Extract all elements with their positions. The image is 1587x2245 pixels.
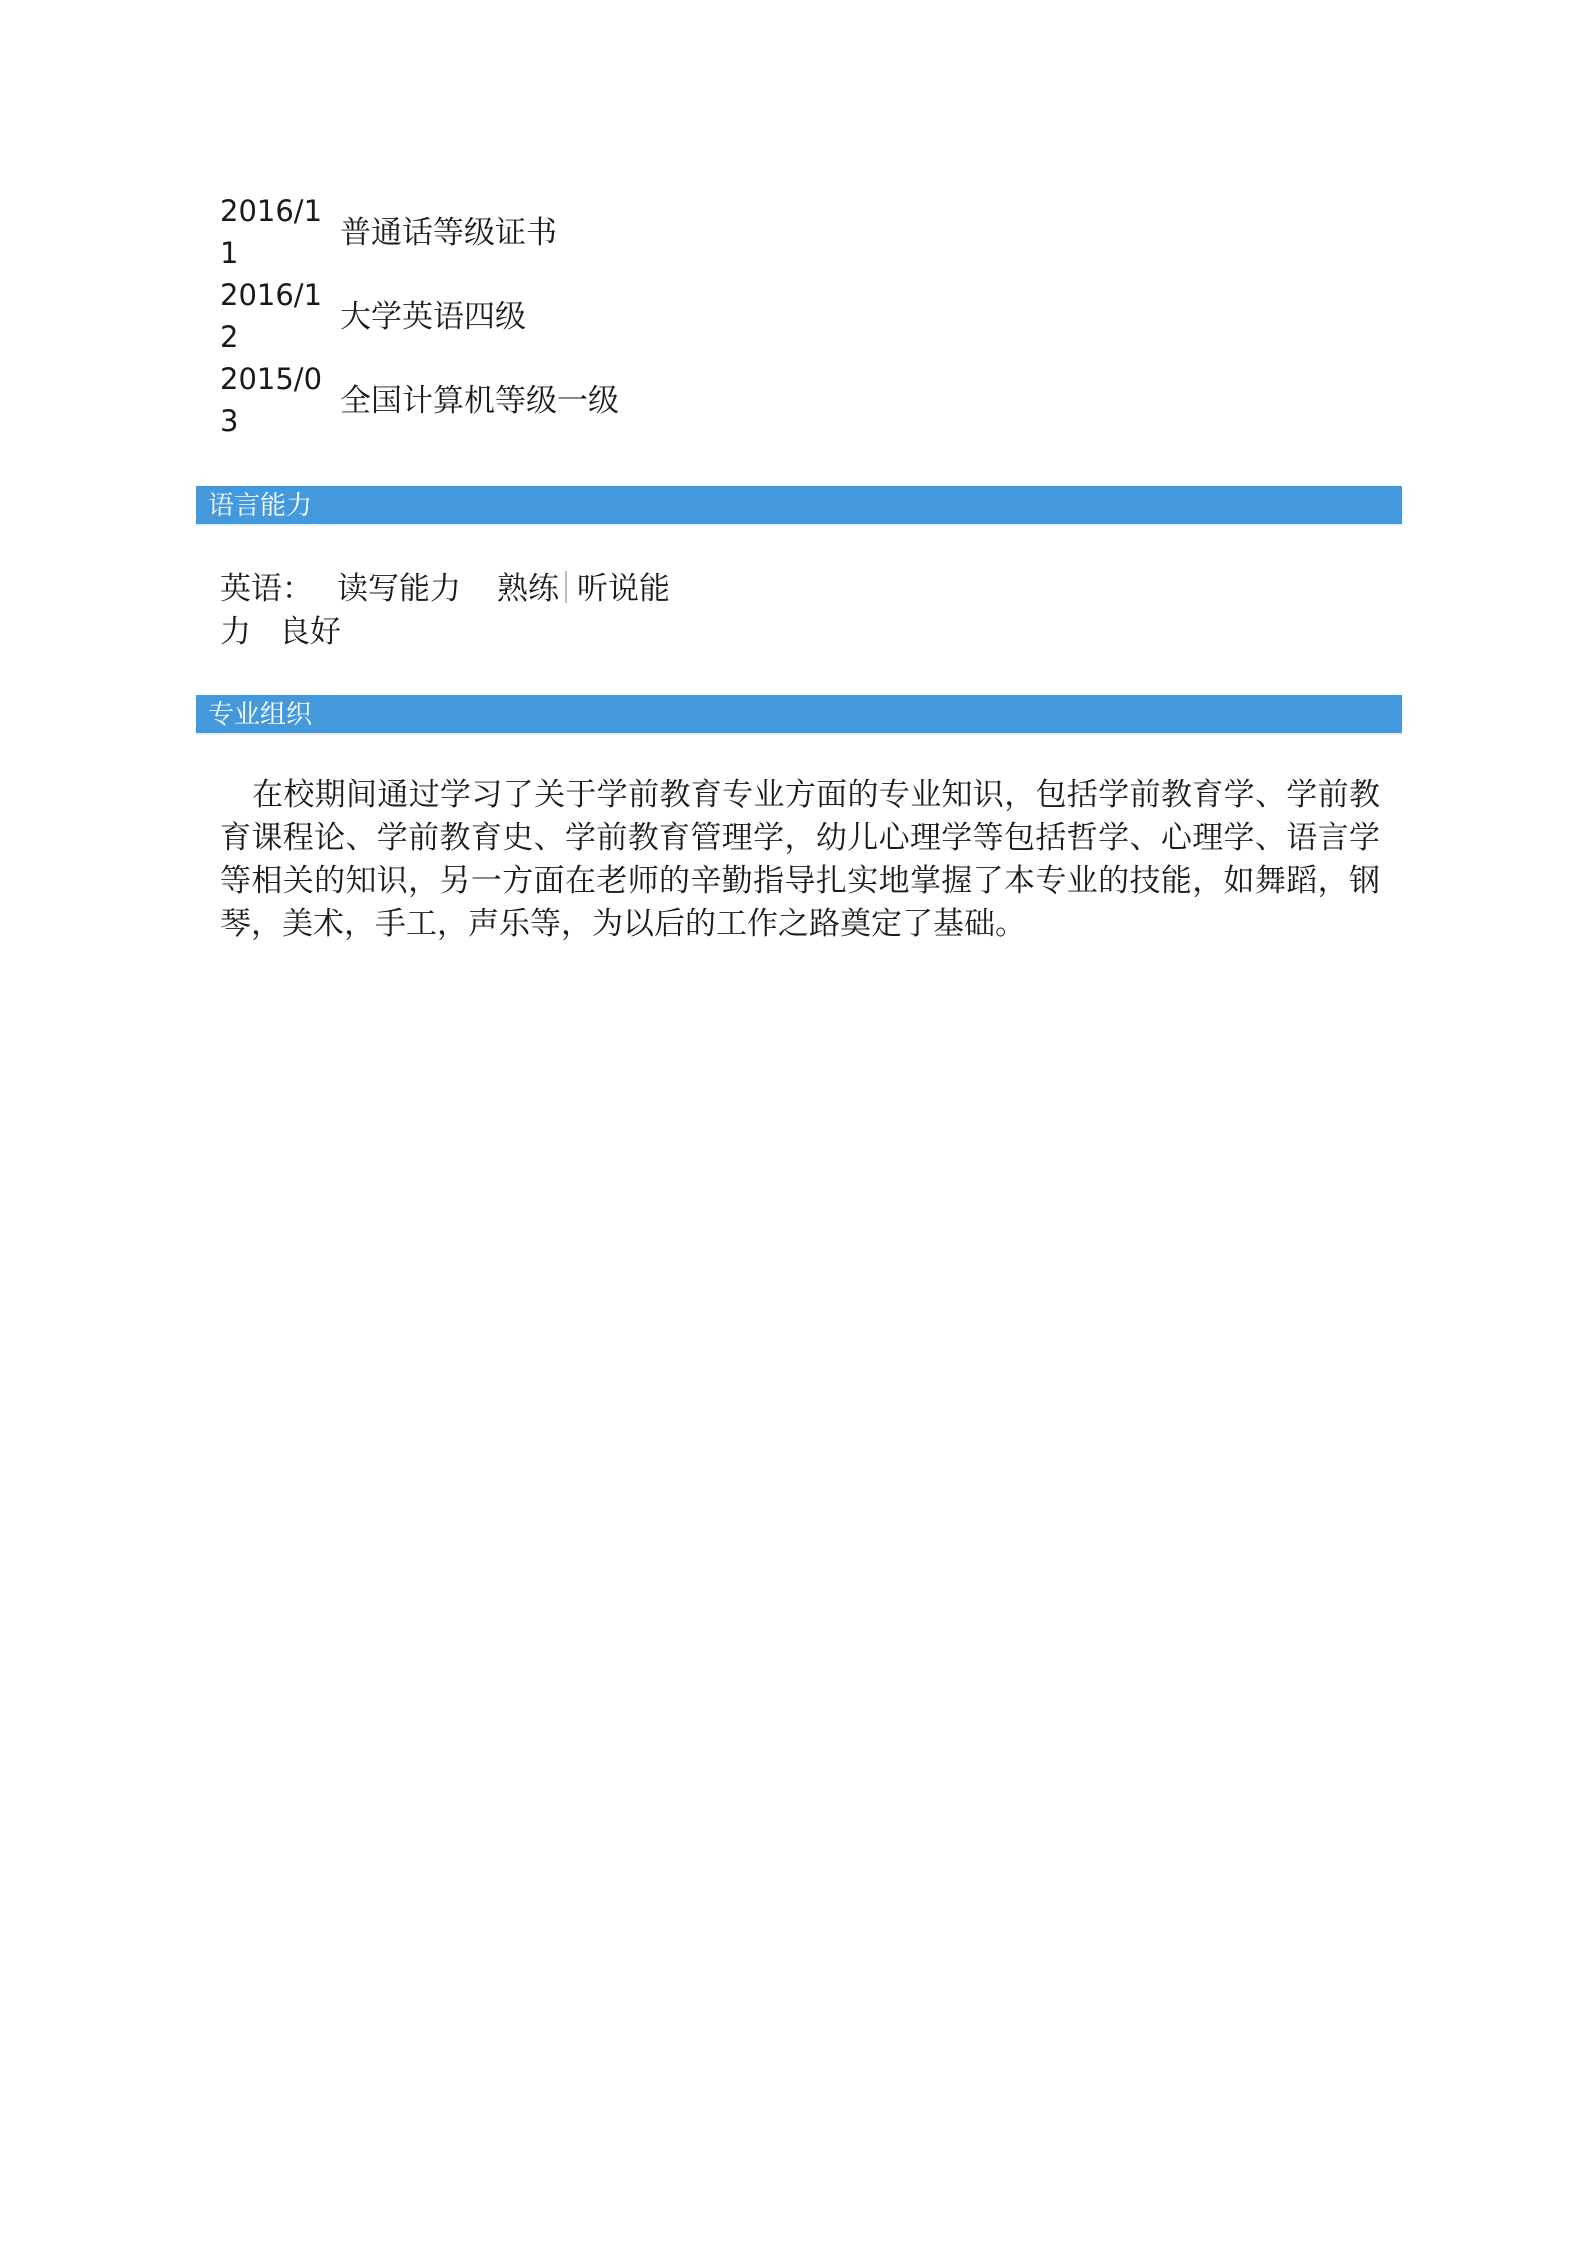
reading-writing-level: 熟练 (497, 571, 559, 607)
language-label: 英语： (220, 571, 313, 607)
listening-speaking-label: 听说能 (577, 571, 670, 607)
listening-speaking-level: 良好 (279, 614, 341, 650)
organization-paragraph: 在校期间通过学习了关于学前教育专业方面的专业知识，包括学前教育学、学前教育课程论、学前教育史、学前教育管理学，幼儿心理学等包括哲学、心理学、语言学等相关的知识，另一方面在老师的辛勤指导扎实地掌握了本专业的技能，如舞蹈，钢琴，美术，手工，声乐等，为以后的工作之路奠定了基础。 (220, 777, 1380, 942)
language-line-2 (220, 611, 720, 654)
certificate-row (220, 358, 1400, 442)
certificate-row (220, 274, 1400, 358)
reading-writing-label: 读写能力 (337, 571, 461, 607)
certificate-date: 2016/12 (220, 278, 323, 354)
certificate-name: 全国计算机等级一级 (340, 383, 619, 419)
certificate-name: 普通话等级证书 (340, 215, 557, 251)
certificate-date: 2016/11 (220, 194, 323, 270)
certificate-name: 大学英语四级 (340, 299, 526, 335)
certificate-row (220, 190, 1400, 274)
certificate-list (220, 190, 1400, 442)
language-ability (220, 568, 720, 654)
section-header-language: 语言能力 (196, 486, 1402, 526)
language-line-1 (220, 568, 720, 611)
listening-speaking-label-cont: 力 (220, 614, 251, 650)
section-header-organization: 专业组织 (196, 695, 1402, 735)
separator-mark (565, 571, 567, 603)
certificate-date: 2015/03 (220, 362, 323, 438)
